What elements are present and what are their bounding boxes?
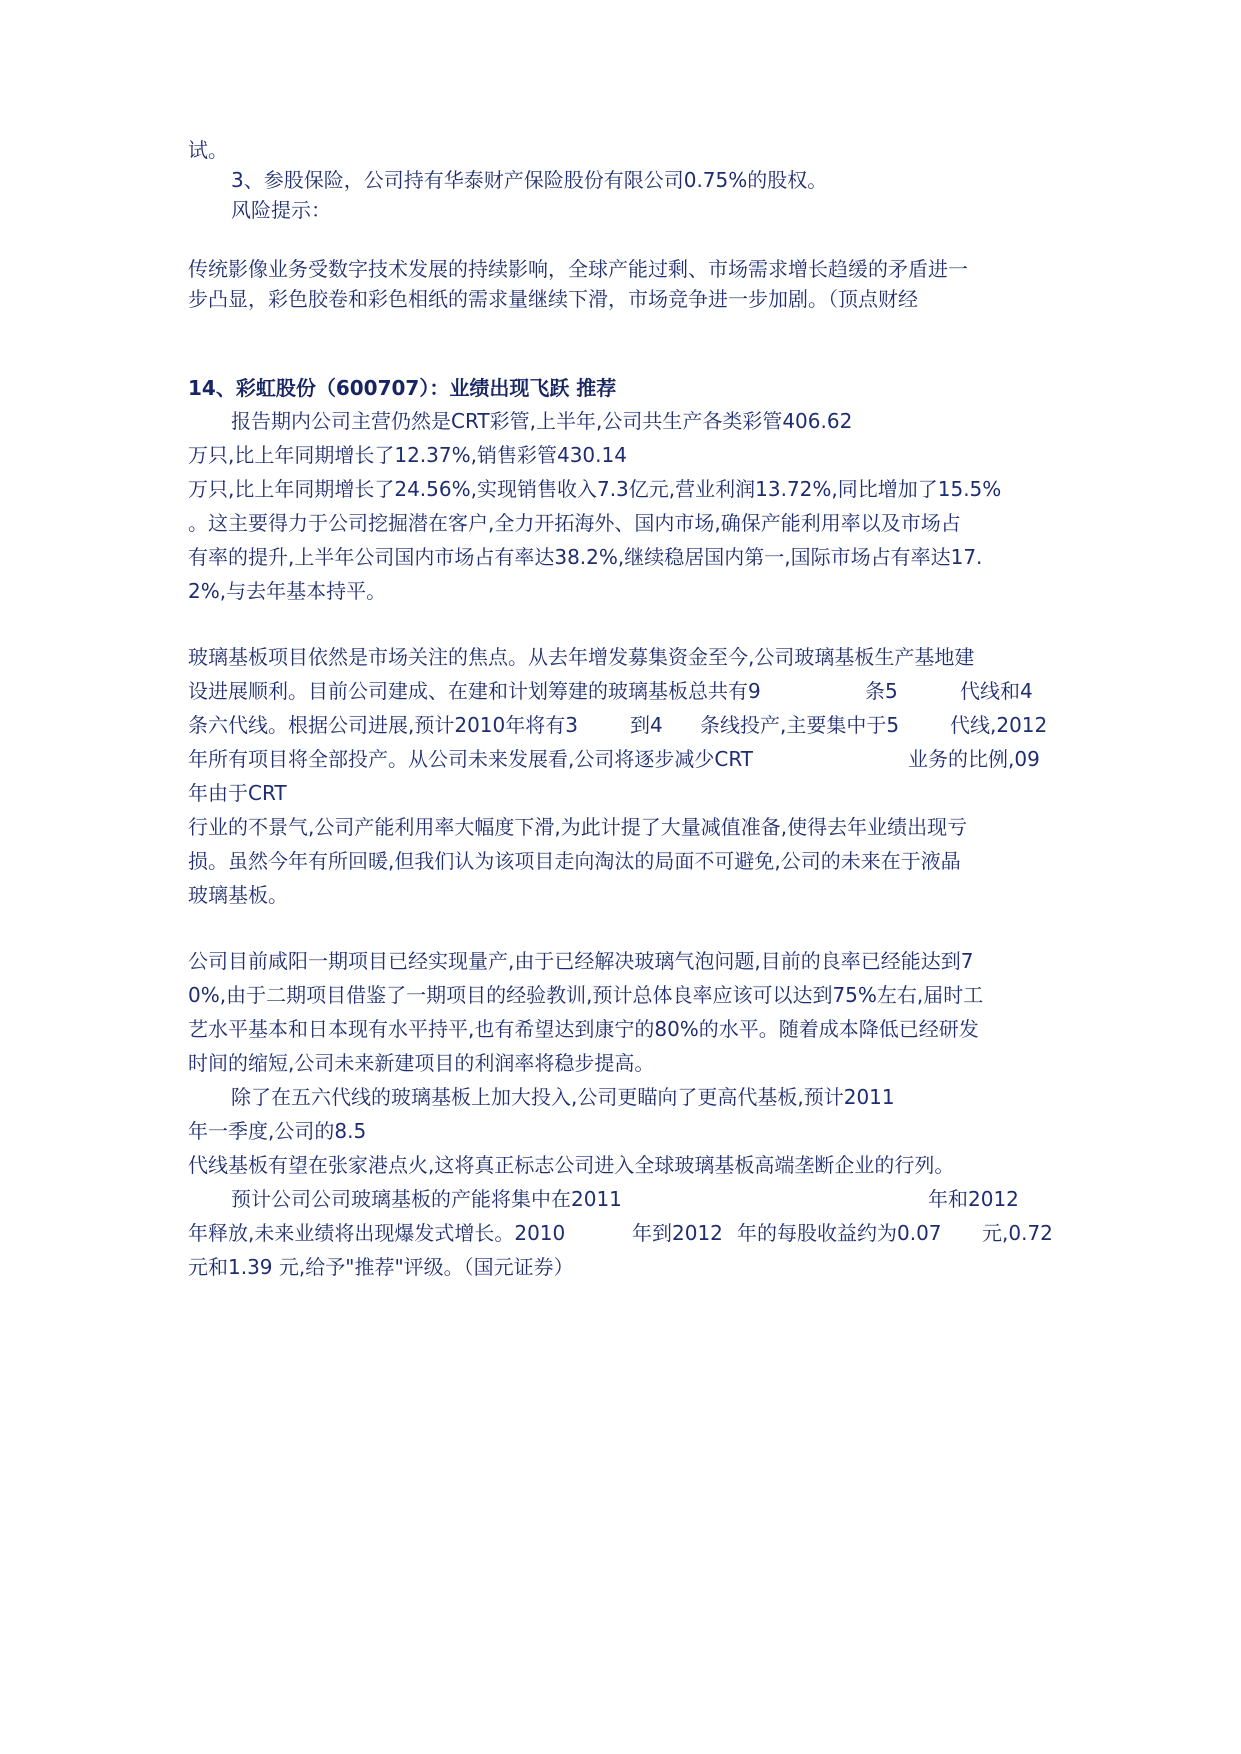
text-line: 损。虽然今年有所回暖,但我们认为该项目走向淘汰的局面不可避免,公司的未来在于液晶 bbox=[188, 849, 961, 873]
text-line: 3、参股保险，公司持有华泰财产保险股份有限公司0.75%的股权。 bbox=[231, 168, 828, 192]
text-segment: 年和2012 bbox=[928, 1187, 1019, 1211]
text-line: 元和1.39 元,给予"推荐"评级。（国元证券） bbox=[188, 1255, 574, 1279]
text-line: 年由于CRT bbox=[188, 781, 287, 805]
section-heading: 14、彩虹股份（600707）：业绩出现飞跃 推荐 bbox=[188, 376, 617, 400]
text-segment: 年所有项目将全部投产。从公司未来发展看,公司将逐步减少CRT bbox=[188, 747, 753, 771]
text-line: 玻璃基板项目依然是市场关注的焦点。从去年增发募集资金至今,公司玻璃基板生产基地建 bbox=[188, 645, 975, 669]
text-line: 艺水平基本和日本现有水平持平,也有希望达到康宁的80%的水平。随着成本降低已经研发 bbox=[188, 1017, 979, 1041]
text-line: 传统影像业务受数字技术发展的持续影响，全球产能过剩、市场需求增长趋缓的矛盾进一 bbox=[188, 257, 968, 281]
text-segment: 条六代线。根据公司进展,预计2010年将有3 bbox=[188, 713, 578, 737]
text-line: 玻璃基板。 bbox=[188, 883, 288, 907]
text-line: 0%,由于二期项目借鉴了一期项目的经验教训,预计总体良率应该可以达到75%左右,届时工 bbox=[188, 983, 984, 1007]
text-line: 有率的提升,上半年公司国内市场占有率达38.2%,继续稳居国内第一,国际市场占有率达17. bbox=[188, 545, 983, 569]
risk-label: 风险提示： bbox=[231, 198, 331, 222]
text-line: 步凸显，彩色胶卷和彩色相纸的需求量继续下滑，市场竞争进一步加剧。（顶点财经 bbox=[188, 287, 918, 311]
text-segment: 到4 bbox=[630, 713, 663, 737]
text-line: 报告期内公司主营仍然是CRT彩管,上半年,公司共生产各类彩管406.62 bbox=[231, 409, 853, 433]
text-segment: 业务的比例,09 bbox=[908, 747, 1040, 771]
text-line: 行业的不景气,公司产能利用率大幅度下滑,为此计提了大量减值准备,使得去年业绩出现亏 bbox=[188, 815, 968, 839]
text-line: 年一季度,公司的8.5 bbox=[188, 1119, 367, 1143]
text-line: 除了在五六代线的玻璃基板上加大投入,公司更瞄向了更高代基板,预计2011 bbox=[231, 1085, 895, 1109]
text-line: 试。 bbox=[188, 138, 228, 162]
text-line: 2%,与去年基本持平。 bbox=[188, 579, 387, 603]
text-segment: 年释放,未来业绩将出现爆发式增长。2010 bbox=[188, 1221, 566, 1245]
text-segment: 元,0.72 bbox=[982, 1221, 1053, 1245]
text-line: 万只,比上年同期增长了12.37%,销售彩管430.14 bbox=[188, 443, 627, 467]
text-line: 公司目前咸阳一期项目已经实现量产,由于已经解决玻璃气泡问题,目前的良率已经能达到7 bbox=[188, 949, 974, 973]
text-segment: 条5 bbox=[865, 679, 898, 703]
text-line: 时间的缩短,公司未来新建项目的利润率将稳步提高。 bbox=[188, 1051, 655, 1075]
text-segment: 设进展顺利。目前公司建成、在建和计划筹建的玻璃基板总共有9 bbox=[188, 679, 761, 703]
text-segment: 条线投产,主要集中于5 bbox=[700, 713, 900, 737]
text-line: 。这主要得力于公司挖掘潜在客户,全力开拓海外、国内市场,确保产能利用率以及市场占 bbox=[188, 511, 961, 535]
text-segment: 预计公司公司玻璃基板的产能将集中在2011 bbox=[231, 1187, 622, 1211]
text-line: 代线基板有望在张家港点火,这将真正标志公司进入全球玻璃基板高端垄断企业的行列。 bbox=[188, 1153, 955, 1177]
text-segment: 年到2012 bbox=[632, 1221, 723, 1245]
text-segment: 代线,2012 bbox=[950, 713, 1048, 737]
text-segment: 年的每股收益约为0.07 bbox=[737, 1221, 942, 1245]
text-line: 万只,比上年同期增长了24.56%,实现销售收入7.3亿元,营业利润13.72%,同比增加了15.5% bbox=[188, 477, 1002, 501]
text-segment: 代线和4 bbox=[960, 679, 1033, 703]
